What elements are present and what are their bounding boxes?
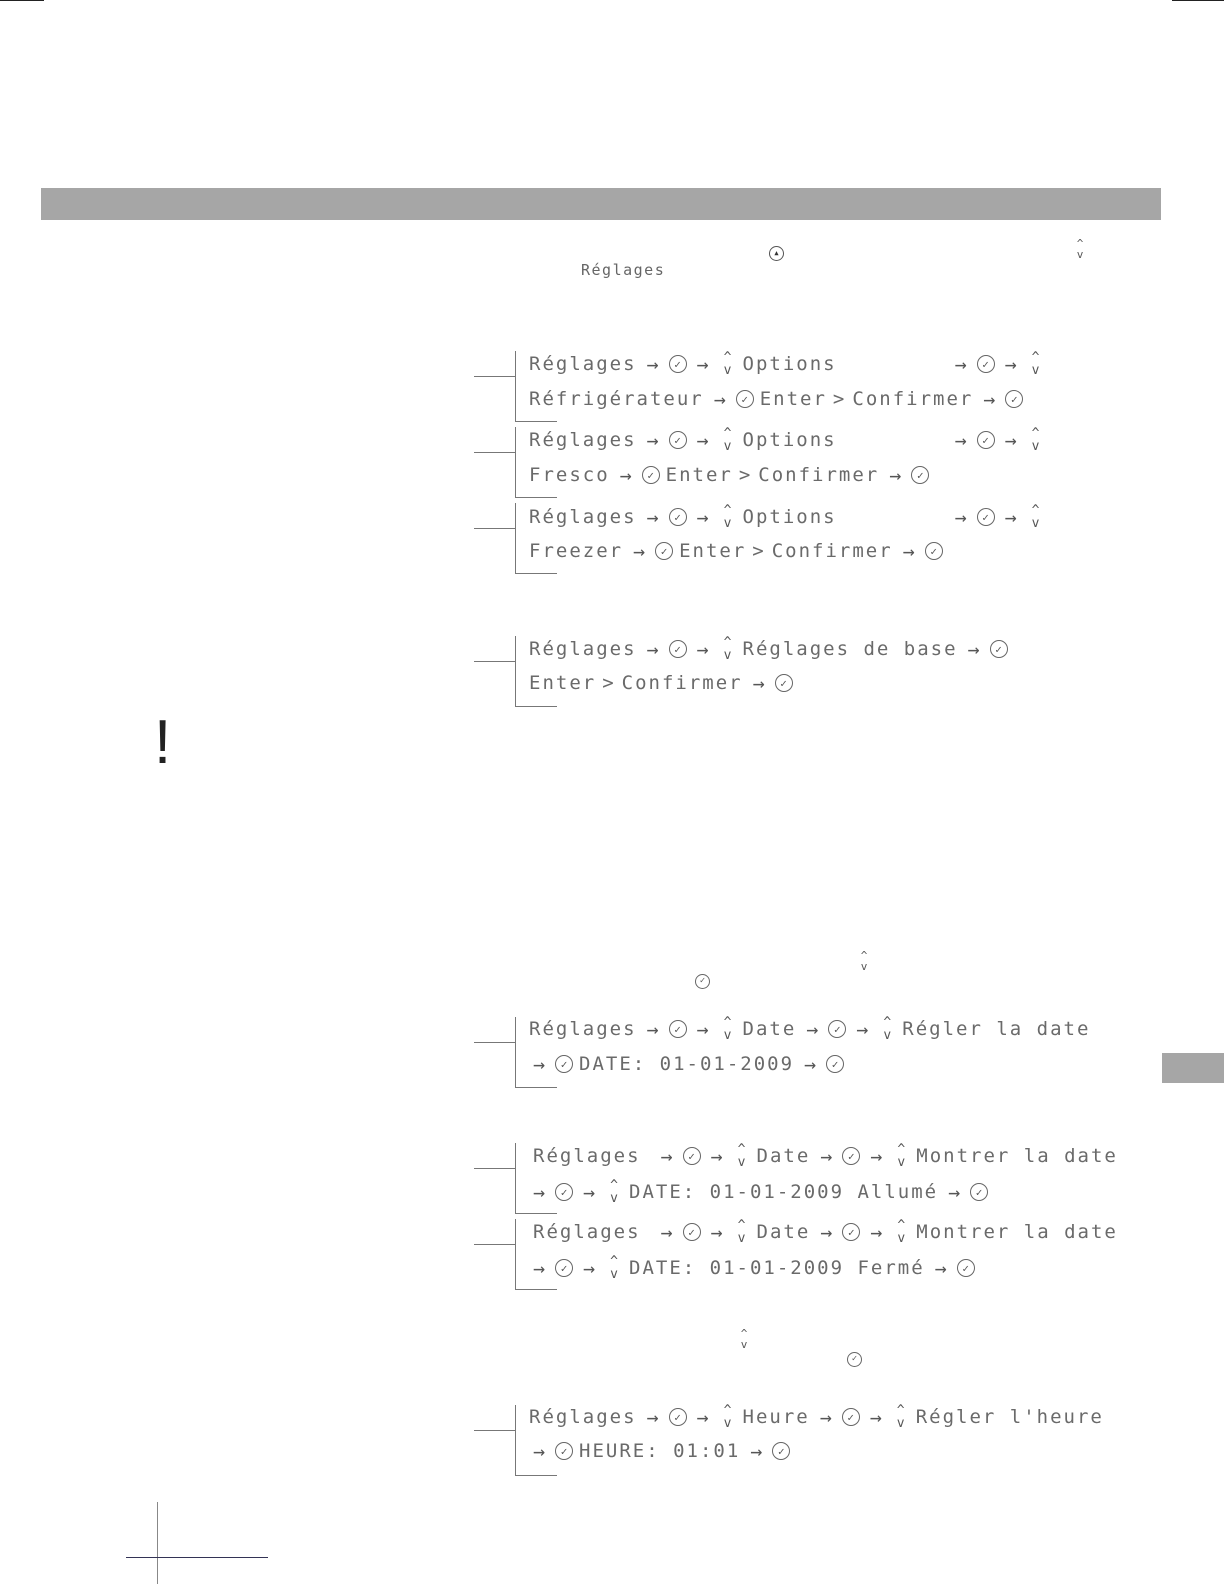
chevron-icon: ^ [897,1218,906,1233]
chevron-icon: ^ [737,1218,746,1233]
chevron-icon: v [1031,363,1040,378]
step-label: Réglages [533,1145,641,1167]
chevron-icon: v [723,439,732,454]
ok-icon: ✓ [847,1352,862,1367]
arrow-icon: → [750,1439,763,1463]
chevron-icon: ^ [1031,503,1040,518]
ok-icon: ✓ [669,1020,687,1038]
up-down-icon [718,1016,738,1042]
ok-icon: ✓ [977,508,995,526]
arrow-icon: → [804,1052,817,1076]
section-header-bar [41,188,1161,220]
ok-icon: ✓ [555,1055,573,1073]
step-label: Options [742,353,837,375]
step-label: Fresco [529,464,610,486]
arrow-icon: → [696,1405,709,1429]
chevron-icon: v [723,516,732,531]
chevron-icon: ^ [610,1254,618,1269]
flow-fresco-line2 [526,460,932,490]
warning-exclamation-icon: ! [154,708,172,777]
flow-show-date-on-line1 [530,1141,1121,1171]
up-down-arrows-icon: ^ v [1076,237,1084,261]
step-label: Enter [529,672,597,694]
ok-icon: ✓ [842,1223,860,1241]
arrow-icon: → [856,1017,869,1041]
flow-fridge-line2 [526,384,1026,414]
arrow-icon: → [646,1405,659,1429]
up-down-icon [718,351,738,377]
flow-set-time-line2 [526,1436,793,1466]
arrow-icon: → [582,1256,596,1280]
separator: > [738,464,753,486]
up-down-icon [718,427,738,453]
chevron-icon: v [1031,516,1040,531]
chevron-icon: ^ [723,350,732,365]
chevron-icon: ^ [737,1142,746,1157]
arrow-icon: → [948,1180,961,1204]
arrow-icon: → [820,1144,833,1168]
chevron-icon: ^ [896,1403,905,1418]
ok-icon: ✓ [669,508,687,526]
ok-icon: ✓ [957,1259,975,1277]
chevron-icon: ^ [723,503,732,518]
chevron-icon: v [737,1231,746,1246]
ok-icon: ✓ [555,1442,573,1460]
date-value: DATE: 01-01-2009 [579,1053,795,1075]
step-label: Réglages [529,353,637,375]
arrow-icon: → [752,671,765,695]
ok-icon: ✓ [826,1055,844,1073]
up-down-icon [604,1179,624,1205]
separator: > [832,388,847,410]
arrow-icon: → [532,1052,546,1076]
arrow-icon: → [646,352,659,376]
up-down-icon [891,1219,911,1245]
step-label: Date [756,1145,811,1167]
time-value: HEURE: 01:01 [579,1440,741,1462]
arrow-icon: → [819,1405,832,1429]
arrow-icon: → [696,637,709,661]
arrow-icon: → [954,428,967,452]
arrow-icon: → [633,539,646,563]
footer-horizontal-rule [126,1557,268,1558]
arrow-icon: → [870,1144,883,1168]
ok-icon: ✓ [669,1408,687,1426]
step-label: Réglages [529,1018,637,1040]
step-label: Réglages [529,638,637,660]
flow-freezer-line2 [526,536,946,566]
arrow-icon: → [619,463,632,487]
ok-icon: ✓ [555,1259,573,1277]
ok-icon: ✓ [977,431,995,449]
up-down-icon [1026,427,1046,453]
arrow-icon: → [902,539,915,563]
up-down-icon [1026,504,1046,530]
ok-icon: ✓ [669,640,687,658]
step-label: Réfrigérateur [529,388,704,410]
up-down-icon [718,1404,738,1430]
step-label: Réglages de base [742,638,958,660]
chevron-icon: ^ [610,1178,618,1193]
chevron-icon: ^ [1031,426,1040,441]
up-down-icon [891,1143,911,1169]
step-label: Réglages [529,1406,637,1428]
ok-icon: ✓ [925,542,943,560]
crop-mark-right [1172,0,1224,1]
chevron-icon: v [723,648,732,663]
chevron-icon: v [897,1155,906,1170]
ok-icon: ✓ [669,431,687,449]
step-label: Confirmer [758,464,880,486]
arrow-icon: → [696,505,709,529]
chapter-side-tab [1162,1053,1224,1083]
chevron-icon: v [723,1416,732,1431]
up-down-icon [718,636,738,662]
footer-vertical-rule [157,1502,158,1584]
date-value: DATE: 01-01-2009 Fermé [629,1257,925,1279]
arrow-icon: → [889,463,902,487]
step-label: Enter [665,464,733,486]
crop-mark-left [0,0,44,1]
arrow-icon: → [710,1220,723,1244]
chevron-icon: ^ [723,1015,732,1030]
arrow-icon: → [954,352,967,376]
settings-inline-label: Réglages [581,261,666,279]
step-label: Heure [742,1406,810,1428]
chevron-icon: ^ [723,426,732,441]
step-label: Options [742,506,837,528]
step-label: Réglages [533,1221,641,1243]
ok-icon: ✓ [655,542,673,560]
step-label: Réglages [529,506,637,528]
flow-show-date-on-line2 [526,1177,991,1207]
arrow-icon: → [934,1256,947,1280]
up-down-icon [732,1219,752,1245]
arrow-icon: → [1004,505,1017,529]
arrow-icon: → [646,1017,659,1041]
ok-icon: ✓ [555,1183,573,1201]
flow-show-date-off-line2 [526,1253,978,1283]
ok-icon: ✓ [911,466,929,484]
arrow-icon: → [532,1256,546,1280]
chevron-icon: v [610,1267,618,1282]
ok-icon: ✓ [683,1223,701,1241]
arrow-icon: → [806,1017,819,1041]
up-down-icon [732,1143,752,1169]
step-label: Confirmer [771,540,893,562]
chevron-icon: v [737,1155,746,1170]
chevron-icon: v [1031,439,1040,454]
ok-icon: ✓ [772,1442,790,1460]
arrow-icon: → [820,1220,833,1244]
flow-set-time-line1 [526,1402,1107,1432]
chevron-icon: v [723,1028,732,1043]
arrow-icon: → [582,1180,596,1204]
arrow-icon: → [696,352,709,376]
ok-icon: ✓ [990,640,1008,658]
up-down-icon [891,1404,911,1430]
arrow-icon: → [1004,352,1017,376]
step-label: Date [756,1221,811,1243]
arrow-icon: → [870,1220,883,1244]
arrow-icon: → [696,428,709,452]
menu-up-button-icon: ▲ [769,246,784,261]
ok-icon: ✓ [977,355,995,373]
arrow-icon: → [983,387,996,411]
step-label: Options [742,429,837,451]
arrow-icon: → [660,1144,673,1168]
up-down-arrows-icon: ^ v [740,1327,748,1351]
step-label: Confirmer [852,388,974,410]
arrow-icon: → [660,1220,673,1244]
up-down-icon [877,1016,897,1042]
step-label: Date [742,1018,797,1040]
arrow-icon: → [967,637,980,661]
step-label: Montrer la date [916,1221,1118,1243]
flow-freezer-line1 [526,502,1048,532]
arrow-icon: → [954,505,967,529]
chevron-icon: ^ [883,1015,892,1030]
flow-set-date-line1 [526,1014,1093,1044]
arrow-icon: → [713,387,726,411]
step-label: Enter [679,540,747,562]
separator: > [752,540,766,562]
up-down-icon [1026,351,1046,377]
arrow-icon: → [869,1405,882,1429]
chevron-icon: ^ [723,635,732,650]
step-label: Confirmer [621,672,743,694]
arrow-icon: → [646,637,659,661]
arrow-icon: → [696,1017,709,1041]
chevron-icon: v [883,1028,892,1043]
chevron-icon: v [610,1191,618,1206]
up-down-icon [718,504,738,530]
ok-icon: ✓ [1005,390,1023,408]
arrow-icon: → [710,1144,723,1168]
step-label: Régler la date [902,1018,1091,1040]
arrow-icon: → [646,505,659,529]
flow-fresco-line1 [526,425,1048,455]
chevron-icon: v [897,1231,906,1246]
arrow-icon: → [646,428,659,452]
arrow-icon: → [532,1439,546,1463]
chevron-icon: v [723,363,732,378]
ok-icon: ✓ [970,1183,988,1201]
ok-icon: ✓ [669,355,687,373]
ok-icon: ✓ [828,1020,846,1038]
chevron-icon: ^ [897,1142,906,1157]
ok-icon: ✓ [842,1147,860,1165]
separator: > [602,672,616,694]
arrow-icon: → [532,1180,546,1204]
flow-set-date-line2 [526,1049,847,1079]
chevron-icon: ^ [1031,350,1040,365]
step-label: Freezer [529,540,624,562]
step-label: Enter [759,388,827,410]
flow-fridge-line1 [526,349,1048,379]
ok-icon: ✓ [775,674,793,692]
ok-icon: ✓ [642,466,660,484]
flow-show-date-off-line1 [530,1217,1121,1247]
up-down-arrows-icon: ^ v [860,949,868,973]
ok-icon: ✓ [695,974,710,989]
date-value: DATE: 01-01-2009 Allumé [629,1181,939,1203]
ok-icon: ✓ [736,390,754,408]
ok-icon: ✓ [683,1147,701,1165]
flow-base-line2 [526,668,796,698]
flow-base-line1 [526,634,1011,664]
step-label: Régler l'heure [915,1406,1104,1428]
chevron-icon: ^ [723,1403,732,1418]
up-down-icon [604,1255,624,1281]
step-label: Montrer la date [916,1145,1118,1167]
chevron-icon: v [896,1416,905,1431]
step-label: Réglages [529,429,637,451]
arrow-icon: → [1004,428,1017,452]
ok-icon: ✓ [842,1408,860,1426]
